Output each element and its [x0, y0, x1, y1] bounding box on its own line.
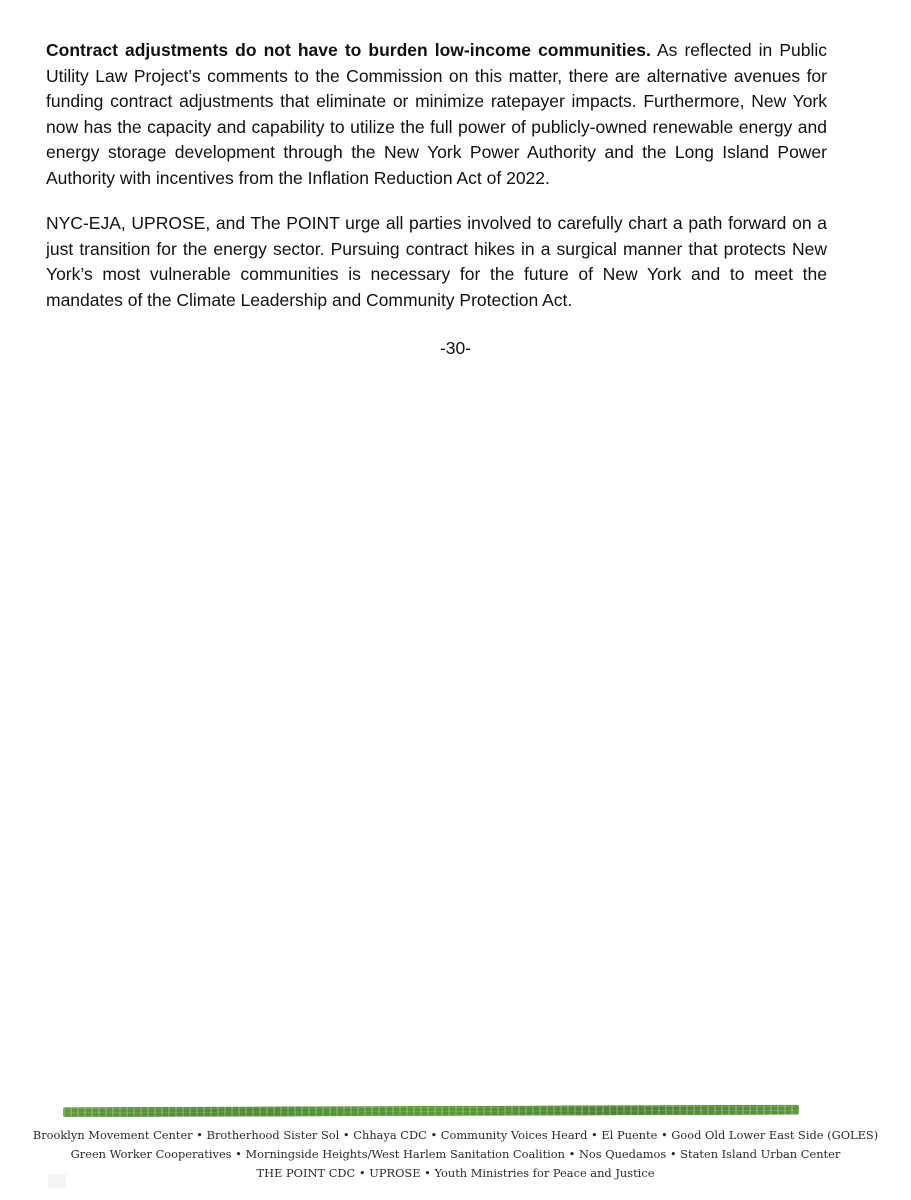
member-organizations-line-3: THE POINT CDC • UPROSE • Youth Ministries for Peace and Justice: [256, 1166, 655, 1180]
footer-green-divider: [63, 1105, 799, 1118]
page-end-marker: -30-: [439, 338, 472, 358]
corner-scan-mark: [48, 1174, 66, 1188]
paragraph-lead-bold: Contract adjustments do not have to burden low-income communities.: [46, 40, 651, 60]
member-organizations-line-2: Green Worker Cooperatives • Morningside Heights/West Harlem Sanitation Coalition • Nos Quedamos • Staten Island Urban Center: [70, 1147, 841, 1161]
member-organizations-line-1: Brooklyn Movement Center • Brotherhood Sister Sol • Chhaya CDC • Community Voices Heard • El Puente • Good Old Lower East Side (GOLES): [32, 1128, 879, 1142]
paragraph-body-text: As reflected in Public Utility Law Project’s comments to the Commission on this matter, there are alternative avenues for funding contract adjustments that eliminate or minimize ratepayer impacts. Furthermore, New York now has the capacity and capability to utilize the full power of publicly-owned renewable energy and energy storage development through the New York Power Authority and the Long Island Power Authority with incentives from the Inflation Reduction Act of 2022.: [46, 40, 828, 188]
member-organizations-list: [0, 1126, 911, 1183]
paragraph-just-transition: NYC-EJA, UPROSE, and The POINT urge all parties involved to carefully chart a path forward on a just transition for the energy sector. Pursuing contract hikes in a surgical manner that protects New York’s most vulnerable communities is necessary for the future of New York and to meet the mandates of the Climate Leadership and Community Protection Act.: [46, 213, 827, 310]
document-body: [46, 38, 827, 313]
paragraph-contract-adjustments: [46, 38, 827, 191]
